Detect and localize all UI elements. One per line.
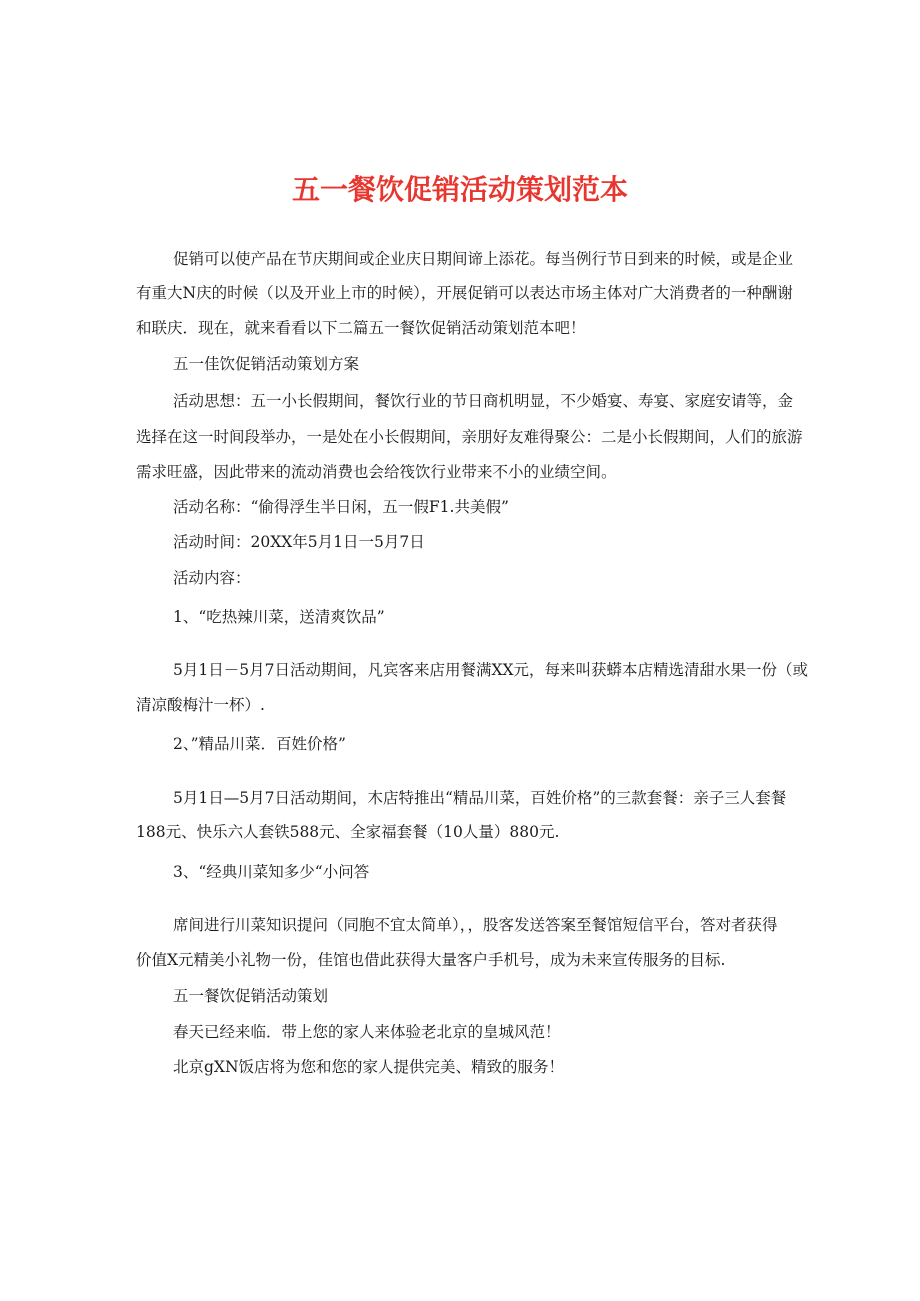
item1-body-line-2: 清凉酸梅汁一杯）. [136,696,265,714]
activity-content-label: 活动内容： [173,569,251,587]
activity-name: 活动名称：“偷得浮生半日闲，五一假F1.共美假” [173,498,509,516]
document-title: 五一餐饮促销活动策划范本 [291,173,628,206]
section2-heading: 五一餐饮促销活动策划 [173,987,329,1005]
item3-body-line-2: 价值X元精美小礼物一份，佳馆也借此获得大量客户手机号，成为未来宣传服务的目标. [136,951,726,969]
intro-line-3: 和联庆．现在，就来看看以下二篇五一餐饮促销活动策划范本吧！ [136,319,586,337]
item3-body-line-1: 席间进行川菜知识提问（同胞不宜太简单），，股客发送答案至餐馆短信平台，答对者获得 [173,916,778,934]
intro-line-2: 有重大N庆的时候（以及开业上市的时候），开展促销可以表达市场主体对广大消费者的一种酬谢 [136,284,793,302]
closing-line-1: 春天已经来临．带上您的家人来体验老北京的皇城风范！ [173,1023,561,1041]
section1-heading: 五一佳饮促销活动策划方案 [173,355,360,373]
idea-line-1: 活动思想：五一小长假期间，餐饮行业的节日商机明显，不少婚宴、寿宴、家庭安请等，金 [173,392,794,410]
item2-title: 2、”精品川菜．百姓价格” [173,735,346,753]
intro-line-1: 促销可以使产品在节庆期间或企业庆日期间谛上添花。每当例行节日到来的时候，或是企业 [173,250,794,268]
activity-time: 活动时间：20XX年5月1日一5月7日 [173,533,425,551]
item3-title: 3、“经典川菜知多少“小问答 [173,863,370,881]
item1-title: 1、“吃热辣川菜，送清爽饮品” [173,608,385,626]
idea-line-3: 需求旺盛，因此带来的流动消费也会给筏饮行业带来不小的业绩空间。 [136,463,617,481]
item2-body-line-2: 188元、快乐六人套铁588元、全家福套餐（10人量）880元. [136,823,560,841]
item1-body-line-1: 5月1日－5月7日活动期间，凡宾客来店用餐满XX元，每来叫获蟒本店精选清甜水果一份（或 [173,661,809,679]
item2-body-line-1: 5月1日—5月7日活动期间，木店特推出“精品川菜，百姓价格”的三款套餐：亲子三人套餐 [173,789,787,807]
closing-line-2: 北京gXN饭店将为您和您的家人提供完美、精致的服务！ [173,1058,565,1076]
idea-line-2: 选择在这一时间段举办，一是处在小长假期间，亲朋好友难得聚公：二是小长假期间，人们的旅游 [136,428,803,446]
